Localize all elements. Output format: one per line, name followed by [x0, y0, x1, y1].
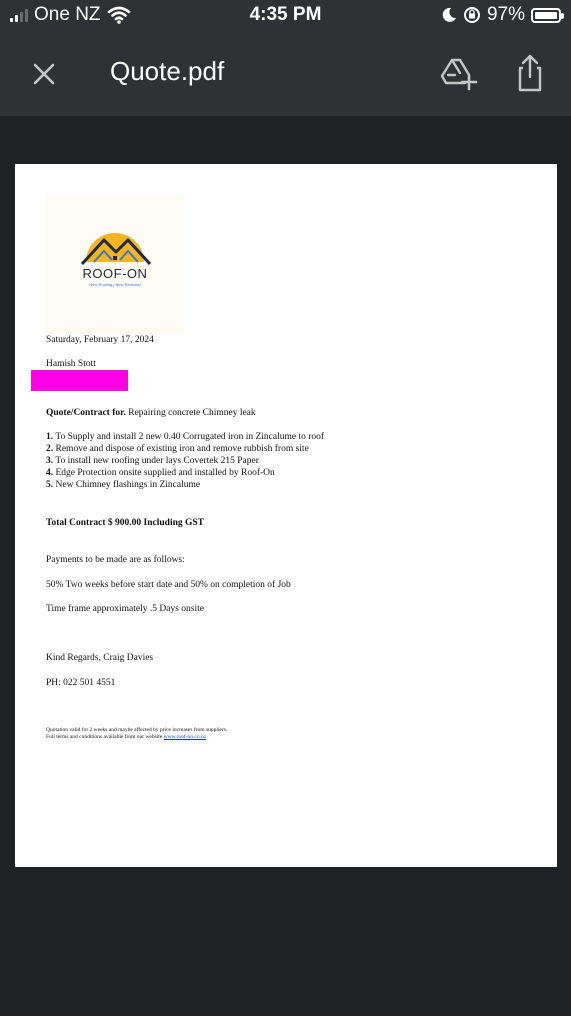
- carrier-label: One NZ: [34, 4, 101, 25]
- item-text: Remove and dispose of existing iron and remove rubbish from site: [55, 444, 309, 454]
- orientation-lock-icon: [463, 6, 481, 24]
- payments-heading: Payments to be made are as follows:: [46, 555, 185, 565]
- status-bar: [0, 0, 571, 34]
- item-number: 5.: [46, 480, 54, 490]
- item-text: Edge Protection onsite supplied and installed by Roof-On: [55, 468, 275, 478]
- status-right: [441, 4, 561, 26]
- item-text: To install new roofing under lays Covertek 215 Paper: [55, 456, 259, 466]
- item-number: 3.: [46, 456, 54, 466]
- share-button[interactable]: [510, 52, 550, 94]
- footer-terms-text: Full terms and conditions available from our website: [46, 734, 163, 740]
- list-item: [46, 456, 259, 466]
- battery-percent: 97%: [486, 4, 525, 25]
- list-item: [46, 480, 200, 490]
- list-item: [46, 444, 309, 454]
- pdf-page[interactable]: [15, 164, 557, 867]
- item-number: 1.: [46, 432, 54, 442]
- phone-number: PH: 022 501 4551: [46, 678, 116, 688]
- list-item: [46, 468, 275, 478]
- sign-off: Kind Regards, Craig Davies: [46, 653, 154, 663]
- viewer-toolbar: [0, 34, 571, 116]
- logo-tagline: New Roofing | New Remodel: [89, 282, 141, 287]
- logo-name: ROOF-ON: [82, 266, 148, 281]
- status-time: 4:35 PM: [249, 4, 322, 25]
- footer-note: Quotation valid for 2 weeks and maybe affected by price increases from suppliers.: [46, 727, 228, 733]
- item-number: 2.: [46, 444, 54, 454]
- contract-total: Total Contract $ 900.00 Including GST: [46, 518, 205, 528]
- battery-icon: [531, 8, 561, 23]
- close-icon: [26, 56, 62, 92]
- recipient-name: Hamish Stott: [46, 359, 96, 369]
- item-text: New Chimney flashings in Zincalume: [55, 480, 201, 490]
- quote-label: Quote/Contract for.: [46, 408, 126, 418]
- close-button[interactable]: [26, 56, 62, 92]
- add-to-drive-button[interactable]: [438, 54, 478, 94]
- company-logo: [46, 196, 184, 334]
- redaction-block: [31, 370, 128, 391]
- quote-date: Saturday, February 17, 2024: [46, 335, 154, 345]
- list-item: [46, 432, 324, 442]
- time-frame: Time frame approximately .5 Days onsite: [46, 604, 204, 614]
- moon-icon: [441, 7, 457, 23]
- footer-terms: [46, 734, 206, 740]
- payment-terms: 50% Two weeks before start date and 50% on completion of Job: [46, 580, 291, 590]
- share-icon: [510, 52, 550, 94]
- document-title: Quote.pdf: [110, 56, 225, 86]
- add-to-drive-icon: [438, 54, 478, 94]
- item-number: 4.: [46, 468, 54, 478]
- roof-logo-icon: [46, 196, 184, 266]
- quote-heading: [46, 408, 256, 418]
- website-link[interactable]: www.roof-on.co.nz: [163, 734, 207, 740]
- quote-description: Repairing concrete Chimney leak: [128, 408, 256, 418]
- item-text: To Supply and install 2 new 0.40 Corrugated iron in Zincalume to roof: [55, 432, 325, 442]
